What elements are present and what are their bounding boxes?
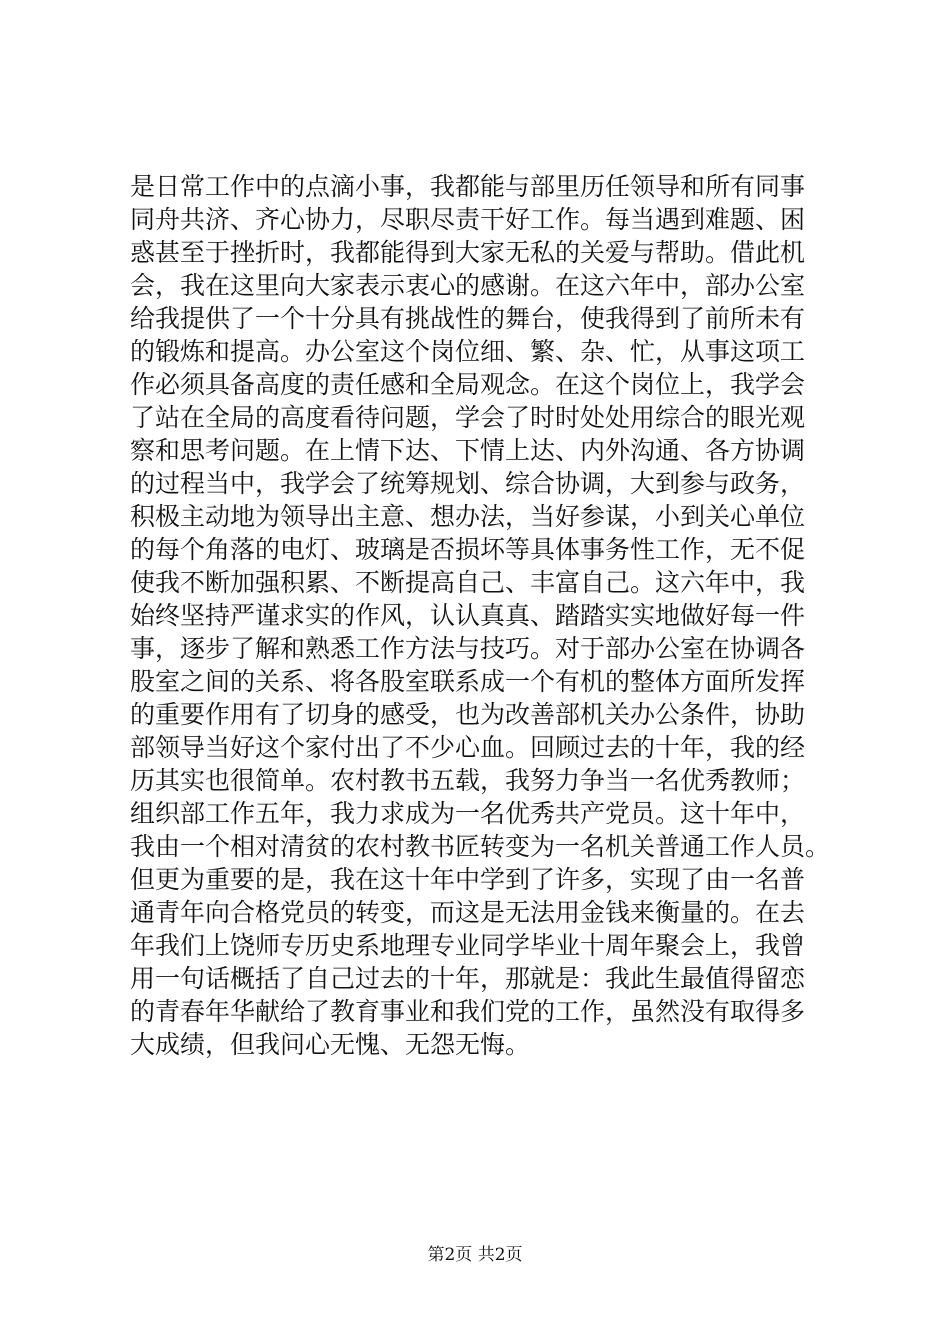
text-line: 的过程当中，我学会了统筹规划、综合协调，大到参与政务，	[130, 469, 806, 498]
text-line: 我由一个相对清贫的农村教书匠转变为一名机关普通工作人员。	[130, 832, 831, 861]
text-line: 察和思考问题。在上情下达、下情上达、内外沟通、各方协调	[130, 436, 806, 465]
text-line: 会，我在这里向大家表示衷心的感谢。在这六年中，部办公室	[130, 271, 806, 300]
text-line: 同舟共济、齐心协力，尽职尽责干好工作。每当遇到难题、困	[130, 205, 806, 234]
text-line: 历其实也很简单。农村教书五载，我努力争当一名优秀教师；	[130, 766, 806, 795]
text-line: 始终坚持严谨求实的作风，认认真真、踏踏实实地做好每一件	[130, 601, 806, 630]
text-line: 了站在全局的高度看待问题，学会了时时处处用综合的眼光观	[130, 403, 806, 432]
text-line: 给我提供了一个十分具有挑战性的舞台，使我得到了前所未有	[130, 304, 806, 333]
text-line: 股室之间的关系、将各股室联系成一个有机的整体方面所发挥	[130, 667, 806, 696]
body-paragraph	[130, 170, 850, 1061]
text-line: 部领导当好这个家付出了不少心血。回顾过去的十年，我的经	[130, 733, 806, 762]
text-line: 惑甚至于挫折时，我都能得到大家无私的关爱与帮助。借此机	[130, 238, 806, 267]
text-line: 作必须具备高度的责任感和全局观念。在这个岗位上，我学会	[130, 370, 806, 399]
text-line: 年我们上饶师专历史系地理专业同学毕业十周年聚会上，我曾	[130, 931, 806, 960]
text-line: 用一句话概括了自己过去的十年，那就是：我此生最值得留恋	[130, 964, 806, 993]
text-line: 的青春年华献给了教育事业和我们党的工作，虽然没有取得多	[130, 997, 806, 1026]
text-line: 的每个角落的电灯、玻璃是否损坏等具体事务性工作，无不促	[130, 535, 806, 564]
text-line: 大成绩，但我问心无愧、无怨无悔。	[130, 1030, 531, 1059]
text-line: 通青年向合格党员的转变，而这是无法用金钱来衡量的。在去	[130, 898, 806, 927]
page-number-footer: 第2页 共2页	[427, 1245, 523, 1265]
text-line: 的锻炼和提高。办公室这个岗位细、繁、杂、忙，从事这项工	[130, 337, 806, 366]
text-line: 使我不断加强积累、不断提高自己、丰富自己。这六年中，我	[130, 568, 806, 597]
text-line: 的重要作用有了切身的感受，也为改善部机关办公条件，协助	[130, 700, 806, 729]
text-line: 积极主动地为领导出主意、想办法，当好参谋，小到关心单位	[130, 502, 806, 531]
text-line: 事，逐步了解和熟悉工作方法与技巧。对于部办公室在协调各	[130, 634, 806, 663]
text-line: 组织部工作五年，我力求成为一名优秀共产党员。这十年中，	[130, 799, 806, 828]
text-line: 是日常工作中的点滴小事，我都能与部里历任领导和所有同事	[130, 172, 806, 201]
text-line: 但更为重要的是，我在这十年中学到了许多，实现了由一名普	[130, 865, 806, 894]
